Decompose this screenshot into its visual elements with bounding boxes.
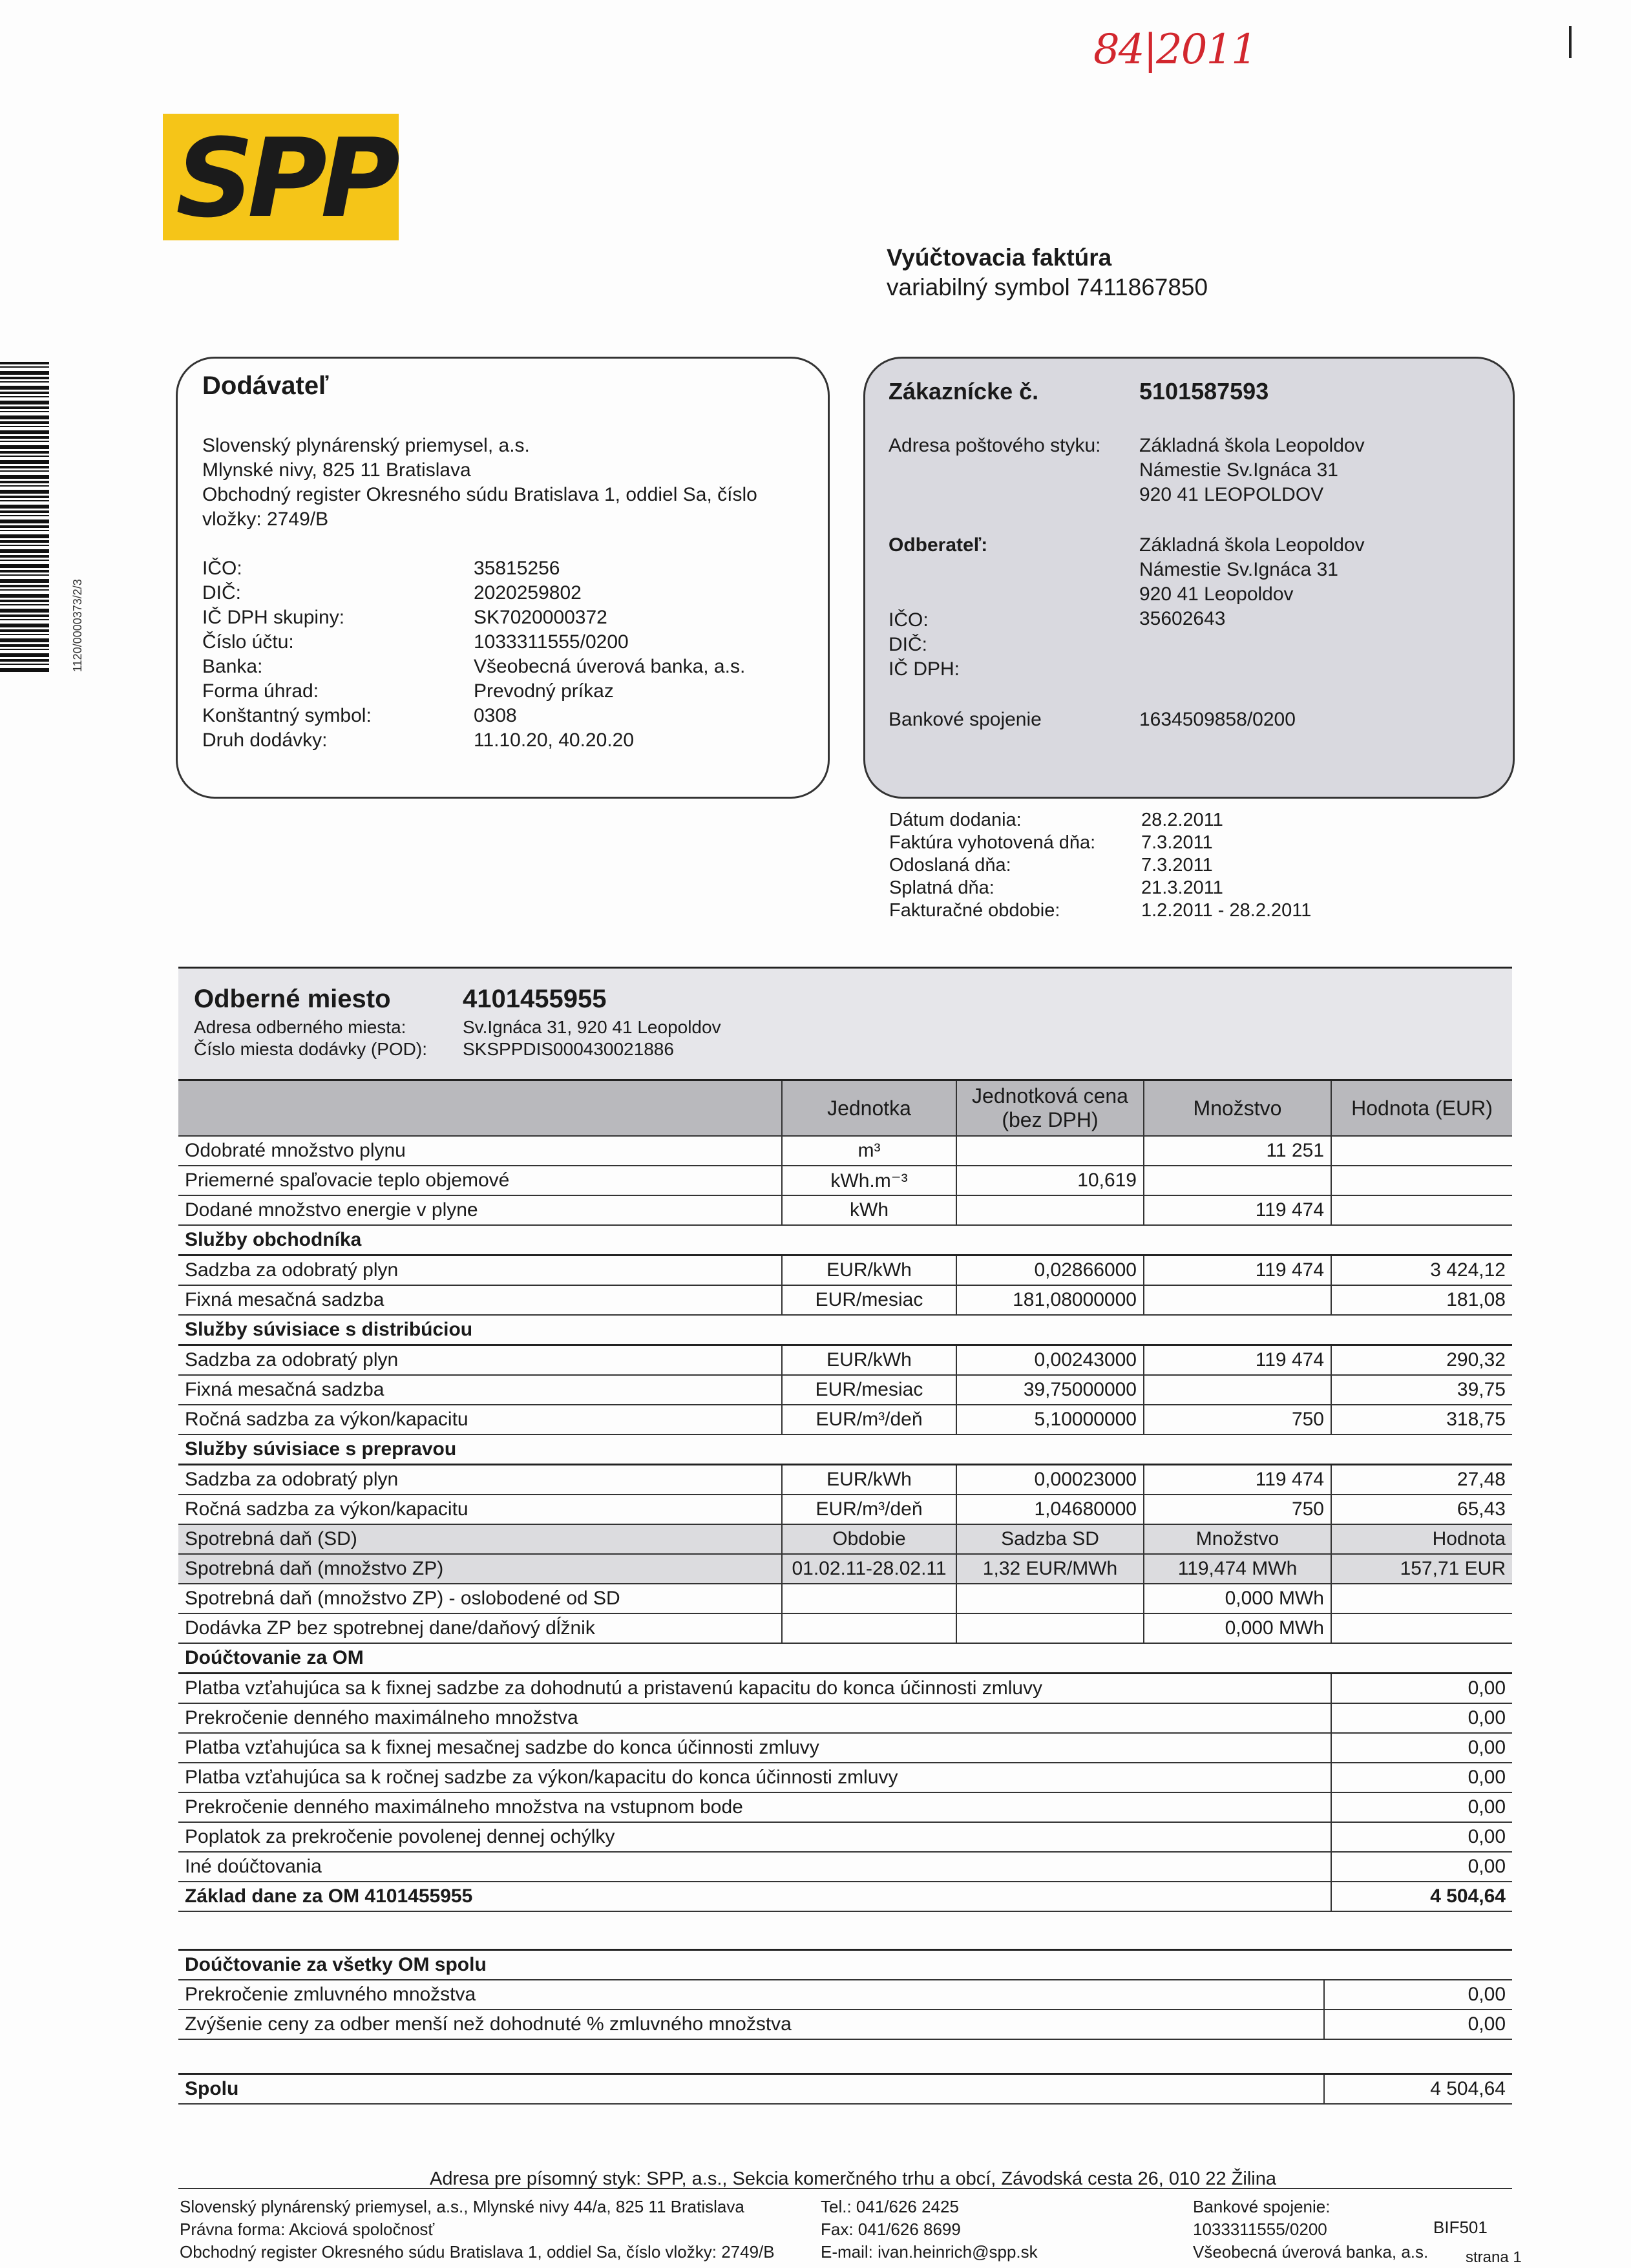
table-row	[178, 1465, 1512, 1495]
table-cell: Ročná sadzba za výkon/kapacitu	[178, 1405, 782, 1434]
row-label: Zvýšenie ceny za odber menší než dohodnuté % zmluvného množstva	[178, 2010, 1324, 2039]
field-label: DIČ:	[202, 582, 241, 604]
invoice-subtitle: variabilný symbol 7411867850	[887, 274, 1208, 300]
table-cell: 27,48	[1331, 1465, 1512, 1495]
table-cell: Sadzba SD	[956, 1524, 1144, 1554]
table-cell: Služby obchodníka	[178, 1225, 1512, 1255]
table-cell: EUR/kWh	[782, 1345, 956, 1376]
date-label: Dátum dodania:	[889, 810, 1022, 830]
table-cell: 181,08000000	[956, 1285, 1144, 1315]
table-row	[178, 1345, 1512, 1376]
table-cell: 0,00	[1331, 1822, 1512, 1852]
table-cell	[1331, 1613, 1512, 1643]
table-cell: Množstvo	[1144, 1524, 1331, 1554]
table-cell	[782, 1613, 956, 1643]
table-cell	[956, 1136, 1144, 1166]
buyer-line: 920 41 Leopoldov	[1139, 583, 1294, 605]
table-cell: Prekročenie denného maximálneho množstva na vstupnom bode	[178, 1792, 1331, 1822]
table-row	[178, 1613, 1512, 1643]
field-label: Forma úhrad:	[202, 680, 319, 702]
table-cell: 119,474 MWh	[1144, 1554, 1331, 1584]
field-label: IČ DPH skupiny:	[202, 607, 345, 628]
table-cell	[1331, 1584, 1512, 1613]
table-row	[178, 1554, 1512, 1584]
table-cell: 0,00	[1331, 1852, 1512, 1882]
date-value: 28.2.2011	[1141, 810, 1223, 830]
table-cell	[782, 1584, 956, 1613]
logo-text: SPP	[176, 115, 394, 242]
date-label: Fakturačné obdobie:	[889, 900, 1060, 921]
table-cell: Obdobie	[782, 1524, 956, 1554]
table-cell: Platba vzťahujúca sa k fixnej sadzbe za dohodnutú a pristavenú kapacitu do konca účinnosti zmluvy	[178, 1674, 1331, 1704]
total-label: Spolu	[178, 2074, 1324, 2105]
customer-box	[863, 357, 1515, 799]
table-cell: Odobraté množstvo plynu	[178, 1136, 782, 1166]
supplier-address: Mlynské nivy, 825 11 Bratislava	[202, 459, 471, 481]
footer-line: Fax: 041/626 8699	[821, 2220, 961, 2239]
table-row	[178, 2010, 1512, 2039]
footer-line: E-mail: ivan.heinrich@spp.sk	[821, 2242, 1038, 2262]
barcode	[0, 362, 49, 672]
table-cell: 0,00	[1331, 1792, 1512, 1822]
row-value: 0,00	[1324, 1980, 1512, 2010]
header-cell: Hodnota (EUR)	[1331, 1080, 1512, 1137]
buyer-line: Základná škola Leopoldov	[1139, 534, 1365, 556]
ico-label: IČO:	[889, 609, 929, 631]
field-value: Prevodný príkaz	[474, 680, 614, 702]
date-value: 21.3.2011	[1141, 877, 1223, 898]
field-label: Druh dodávky:	[202, 730, 328, 751]
table-cell	[956, 1613, 1144, 1643]
buyer-label: Odberateľ:	[889, 534, 988, 556]
supplier-register-2: vložky: 2749/B	[202, 509, 329, 530]
field-label: Banka:	[202, 656, 263, 677]
row-value: 0,00	[1324, 2010, 1512, 2039]
date-label: Splatná dňa:	[889, 877, 994, 898]
table-cell: EUR/m³/deň	[782, 1495, 956, 1524]
footer-company	[180, 2196, 775, 2263]
table-cell: 0,000 MWh	[1144, 1613, 1331, 1643]
footer-line: Tel.: 041/626 2425	[821, 2197, 959, 2216]
table-cell: 0,00	[1331, 1703, 1512, 1733]
place-address-label: Adresa odberného miesta:	[194, 1017, 406, 1037]
table-cell: EUR/mesiac	[782, 1285, 956, 1315]
table-row	[178, 1195, 1512, 1225]
customer-number: 5101587593	[1139, 378, 1269, 404]
all-om-heading: Doúčtovanie za všetky OM spolu	[178, 1950, 1512, 1980]
table-cell: Ročná sadzba za výkon/kapacitu	[178, 1495, 782, 1524]
pod-label: Číslo miesta dodávky (POD):	[194, 1039, 427, 1059]
table-cell: EUR/mesiac	[782, 1375, 956, 1405]
table-header	[178, 1080, 1512, 1137]
table-row	[178, 1674, 1512, 1704]
table-cell	[956, 1195, 1144, 1225]
table-cell: 119 474	[1144, 1345, 1331, 1376]
field-value: 35815256	[474, 558, 560, 579]
table-cell: Iné doúčtovania	[178, 1852, 1331, 1882]
postal-line: 920 41 LEOPOLDOV	[1139, 484, 1324, 505]
footer-line: 1033311555/0200	[1193, 2220, 1327, 2239]
total-value: 4 504,64	[1324, 2074, 1512, 2105]
total-table	[178, 2073, 1512, 2105]
table-cell	[1144, 1285, 1331, 1315]
table-cell: Doúčtovanie za OM	[178, 1643, 1512, 1674]
table-cell: EUR/kWh	[782, 1255, 956, 1286]
table-cell	[1331, 1195, 1512, 1225]
footer-line: Všeobecná úverová banka, a.s.	[1193, 2242, 1429, 2262]
table-cell	[956, 1584, 1144, 1613]
table-cell: 0,00023000	[956, 1465, 1144, 1495]
table-cell: Spotrebná daň (množstvo ZP) - oslobodené od SD	[178, 1584, 782, 1613]
table-cell: 11 251	[1144, 1136, 1331, 1166]
date-value: 7.3.2011	[1141, 855, 1213, 876]
date-value: 7.3.2011	[1141, 832, 1213, 853]
buyer-ids	[889, 608, 960, 682]
table-cell: 750	[1144, 1495, 1331, 1524]
table-row	[178, 1852, 1512, 1882]
section-row	[178, 1643, 1512, 1674]
table-cell: Hodnota	[1331, 1524, 1512, 1554]
section-row	[178, 1315, 1512, 1345]
field-value: SK7020000372	[474, 607, 607, 628]
table-cell: kWh	[782, 1195, 956, 1225]
footer-bank	[1193, 2196, 1428, 2263]
table-cell: Priemerné spaľovacie teplo objemové	[178, 1166, 782, 1195]
postal-line: Základná škola Leopoldov	[1139, 435, 1365, 456]
table-cell	[1144, 1166, 1331, 1195]
place-section	[178, 969, 1512, 1079]
table-row	[178, 1733, 1512, 1763]
table-cell: 4 504,64	[1331, 1882, 1512, 1911]
spp-logo	[163, 114, 399, 240]
bank-label: Bankové spojenie	[889, 709, 1042, 730]
table-cell: Spotrebná daň (množstvo ZP)	[178, 1554, 782, 1584]
field-label: Konštantný symbol:	[202, 705, 372, 726]
table-cell: kWh.m⁻³	[782, 1166, 956, 1195]
table-row	[178, 1136, 1512, 1166]
table-cell	[1144, 1375, 1331, 1405]
table-cell: EUR/m³/deň	[782, 1405, 956, 1434]
customer-number-label: Zákaznícke č.	[889, 378, 1039, 404]
date-label: Odoslaná dňa:	[889, 855, 1011, 876]
table-cell: Poplatok za prekročenie povolenej dennej ochýlky	[178, 1822, 1331, 1852]
table-cell: Dodávka ZP bez spotrebnej dane/daňový dĺžnik	[178, 1613, 782, 1643]
table-cell: 0,00	[1331, 1674, 1512, 1704]
table-cell: 0,00	[1331, 1763, 1512, 1792]
date-label: Faktúra vyhotovená dňa:	[889, 832, 1096, 853]
footer-line: Právna forma: Akciová spoločnosť	[180, 2220, 435, 2239]
supplier-box	[176, 357, 830, 799]
buyer-address	[1139, 533, 1365, 631]
supplier-fields	[202, 556, 816, 753]
invoice-items-table	[178, 1079, 1512, 1912]
table-row	[178, 1822, 1512, 1852]
table-row	[178, 1524, 1512, 1554]
divider	[178, 967, 1512, 969]
header-cell	[178, 1080, 782, 1137]
bank-value: 1634509858/0200	[1139, 709, 1296, 730]
table-cell: 119 474	[1144, 1465, 1331, 1495]
postal-line: Námestie Sv.Ignáca 31	[1139, 459, 1338, 481]
field-label: Číslo účtu:	[202, 631, 294, 653]
table-cell: 119 474	[1144, 1255, 1331, 1286]
invoice-dates	[889, 809, 1311, 922]
table-row	[178, 1375, 1512, 1405]
table-row	[178, 1584, 1512, 1613]
table-row	[178, 1405, 1512, 1434]
table-cell: Platba vzťahujúca sa k fixnej mesačnej sadzbe do konca účinnosti zmluvy	[178, 1733, 1331, 1763]
table-row	[178, 1495, 1512, 1524]
postal-address	[1139, 434, 1365, 507]
table-row	[178, 1285, 1512, 1315]
footer-line: Bankové spojenie:	[1193, 2197, 1331, 2216]
section-row	[178, 1225, 1512, 1255]
postal-label: Adresa poštového styku:	[889, 435, 1101, 456]
table-cell: 39,75	[1331, 1375, 1512, 1405]
table-cell: 318,75	[1331, 1405, 1512, 1434]
table-cell: 157,71 EUR	[1331, 1554, 1512, 1584]
table-row	[178, 1703, 1512, 1733]
table-cell: Prekročenie denného maximálneho množstva	[178, 1703, 1331, 1733]
table-cell: Sadzba za odobratý plyn	[178, 1465, 782, 1495]
buyer-ico: 35602643	[1139, 608, 1226, 629]
table-cell: 3 424,12	[1331, 1255, 1512, 1286]
footer-line: Slovenský plynárenský priemysel, a.s., Mlynské nivy 44/a, 825 11 Bratislava	[180, 2197, 744, 2216]
pod-value: SKSPPDIS000430021886	[463, 1039, 674, 1059]
table-cell: 1,32 EUR/MWh	[956, 1554, 1144, 1584]
table-cell: 65,43	[1331, 1495, 1512, 1524]
header-cell: Jednotková cena (bez DPH)	[956, 1080, 1144, 1137]
date-value: 1.2.2011 - 28.2.2011	[1141, 900, 1312, 921]
place-heading: Odberné miesto	[194, 985, 391, 1013]
table-cell: 290,32	[1331, 1345, 1512, 1376]
table-cell: Sadzba za odobratý plyn	[178, 1255, 782, 1286]
table-cell: Sadzba za odobratý plyn	[178, 1345, 782, 1376]
table-cell	[1331, 1136, 1512, 1166]
table-cell: Služby súvisiace s prepravou	[178, 1434, 1512, 1465]
table-row	[178, 1980, 1512, 2010]
barcode-number: 1120/0000373/2/3	[71, 579, 84, 672]
buyer-line: Námestie Sv.Ignáca 31	[1139, 559, 1338, 580]
invoice-title: Vyúčtovacia faktúra	[887, 244, 1112, 271]
dic-label: DIČ:	[889, 634, 927, 655]
supplier-register: Obchodný register Okresného súdu Bratislava 1, oddiel Sa, číslo	[202, 484, 757, 505]
page-number: strana 1	[1466, 2249, 1522, 2266]
table-cell: 0,000 MWh	[1144, 1584, 1331, 1613]
supplier-info	[202, 434, 816, 532]
field-value: 11.10.20, 40.20.20	[474, 730, 634, 751]
table-cell: Spotrebná daň (SD)	[178, 1524, 782, 1554]
place-number: 4101455955	[463, 985, 607, 1013]
table-cell: 0,02866000	[956, 1255, 1144, 1286]
table-cell: 750	[1144, 1405, 1331, 1434]
supplier-name: Slovenský plynárenský priemysel, a.s.	[202, 435, 530, 456]
table-row	[178, 1166, 1512, 1195]
field-value: 0308	[474, 705, 517, 726]
table-cell: Základ dane za OM 4101455955	[178, 1882, 1331, 1911]
header-cell: Množstvo	[1144, 1080, 1331, 1137]
table-cell: Fixná mesačná sadzba	[178, 1285, 782, 1315]
table-cell: m³	[782, 1136, 956, 1166]
edge-mark	[1569, 26, 1572, 58]
footer-contact	[821, 2196, 1038, 2263]
row-label: Prekročenie zmluvného množstva	[178, 1980, 1324, 2010]
table-cell: 10,619	[956, 1166, 1144, 1195]
footer-address: Adresa pre písomný styk: SPP, a.s., Sekcia komerčného trhu a obcí, Závodská cesta 26, 010 22 Žilina	[430, 2168, 1276, 2189]
field-value: 1033311555/0200	[474, 631, 629, 653]
table-cell: Služby súvisiace s distribúciou	[178, 1315, 1512, 1345]
field-label: IČO:	[202, 558, 242, 579]
table-cell: 119 474	[1144, 1195, 1331, 1225]
table-cell: Platba vzťahujúca sa k ročnej sadzbe za výkon/kapacitu do konca účinnosti zmluvy	[178, 1763, 1331, 1792]
place-address: Sv.Ignáca 31, 920 41 Leopoldov	[463, 1017, 721, 1037]
table-cell: Fixná mesačná sadzba	[178, 1375, 782, 1405]
section-row	[178, 1434, 1512, 1465]
table-cell: Dodané množstvo energie v plyne	[178, 1195, 782, 1225]
table-cell: 39,75000000	[956, 1375, 1144, 1405]
table-row	[178, 1763, 1512, 1792]
table-cell: EUR/kWh	[782, 1465, 956, 1495]
table-cell: 181,08	[1331, 1285, 1512, 1315]
handwritten-note: 84|2011	[1093, 26, 1256, 74]
field-value: 2020259802	[474, 582, 582, 604]
table-cell: 01.02.11-28.02.11	[782, 1554, 956, 1584]
icdph-label: IČ DPH:	[889, 658, 960, 680]
field-value: Všeobecná úverová banka, a.s.	[474, 656, 746, 677]
table-cell: 0,00243000	[956, 1345, 1144, 1376]
footer-line: Obchodný register Okresného súdu Bratislava 1, oddiel Sa, číslo vložky: 2749/B	[180, 2242, 775, 2262]
form-code: BIF501	[1433, 2218, 1488, 2237]
all-om-table	[178, 1949, 1512, 2040]
header-cell: Jednotka	[782, 1080, 956, 1137]
table-cell	[1331, 1166, 1512, 1195]
table-row	[178, 1882, 1512, 1911]
table-cell: 5,10000000	[956, 1405, 1144, 1434]
supplier-heading: Dodávateľ	[202, 372, 329, 400]
table-cell: 1,04680000	[956, 1495, 1144, 1524]
table-row	[178, 1255, 1512, 1286]
table-cell: 0,00	[1331, 1733, 1512, 1763]
table-row	[178, 1792, 1512, 1822]
